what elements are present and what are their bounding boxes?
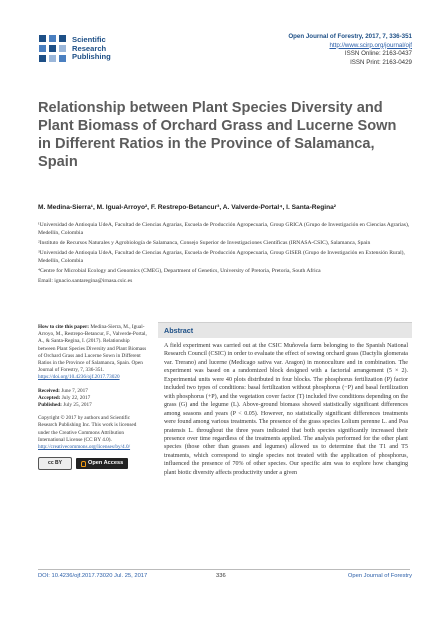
contact-email[interactable]: Email: ignacio.santaregina@irnasa.csic.es [38,277,133,284]
journal-info [212,33,412,67]
cc-by-badge-icon[interactable]: cc BY [38,457,72,470]
publisher-name-line: Research [72,43,107,53]
citation-text: Medina-Sierra, M., Igual-Arroyo, M., Restrepo-Betancur, F., Valverde-Portal, A., & Santa-Regina, I. (2017). Relationship between Plant Species Diversity and Plant Biomass of Orchard Grass and Lucerne Sown in Different Ratios in the Province of Salamanca, Spain. Open Journal of Forestry, 7, 336-351. [38,324,147,374]
journal-url-link[interactable]: http://www.scirp.org/journal/ojf [329,41,412,49]
affiliation-item: ¹Universidad de Antioquia UdeA, Facultad de Ciencias Agrarias, Escuela de Producción Agropecuaria, Group GRICA (Grupo de Investigación en Ciencias Agrarias), Medellín, Colombia [38,222,410,236]
publisher-name-line: Scientific [72,35,106,44]
accepted-date: July 22, 2017 [61,394,91,401]
open-access-badge [76,458,128,469]
citation-label: How to cite this paper: [38,324,90,330]
issn-online: ISSN Online: 2163-0437 [344,50,412,58]
license-link[interactable]: http://creativecommons.org/licenses/by/4.0/ [38,444,131,451]
footer-journal-name: Open Journal of Forestry [347,573,412,579]
publisher-logo [38,34,178,64]
affiliation-item: ³Universidad de Antioquia UdeA, Facultad de Ciencias Agrarias, Escuela de Producción Agropecuaria, Group GISER (Grupo de Investigación en Extensión Rural), Medellín, Colombia [38,249,405,264]
copyright-block [38,415,148,451]
publisher-name [72,36,111,62]
paper-title: Relationship between Plant Species Diversity and Plant Biomass of Orchard Grass and Lucerne Sown in Different Ratios in the Province of Salamanca, Spain [38,100,397,170]
copyright-text: Copyright © 2017 by authors and Scientific Research Publishing Inc. This work is licensed under the Creative Commons Attribution International License (CC BY 4.0). [38,415,137,443]
accepted-label: Accepted: [38,394,61,401]
page-number: 336 [216,573,226,579]
affiliation-item: ⁴Centre for Microbial Ecology and Genomics (CMEG), Department of Genetics, University of Pretoria, Pretoria, South Africa [38,267,321,274]
footer-doi[interactable]: DOI: 10.4236/ojf.2017.73020 Jul. 25, 2017 [38,573,148,579]
open-lock-icon [81,461,86,467]
article-sidebar [38,324,148,470]
affiliation-item: ²Instituto de Recursos Naturales y Agrobiología de Salamanca, Consejo Superior de Investigaciones Científicas (IRNASA-CSIC), Salamanca, Spain [38,239,371,246]
abstract-section [158,322,412,564]
citation-doi-link[interactable]: https://doi.org/10.4236/ojf.2017.73020 [38,374,120,381]
journal-citation: Open Journal of Forestry, 2017, 7, 336-351 [288,33,412,40]
received-label: Received: [38,387,60,394]
srp-logo-mark-icon [38,34,68,64]
published-date: July 25, 2017 [63,402,92,409]
publisher-name-line: Publishing [72,52,111,62]
received-date: June 7, 2017 [61,387,88,394]
dates-block [38,388,148,410]
author-list: M. Medina-Sierra¹, M. Igual-Arroyo², F. Restrepo-Betancur³, A. Valverde-Portal⁴, I. Santa-Regina² [38,204,336,211]
abstract-text: A field experiment was carried out at the CSIC Muñovela farm belonging to the Spanish National Research Council (CSIC) in order to evaluate the effect of sowing orchard grass (Dactylis glomerata var. Trerano) and lucerne (Medicago sativa var. Aragon) in monoculture and in combination. The experiment was based on a randomized block designed with a factorial arrangement (5 × 2). Experimental units were 40 plots distributed in four blocks. The phosphorus fertilization (P) factor included two types of conditions: basal fertilization without phosphorus (−P) and basal fertilization with phosphorus (+P), and the vegetation cover factor (T) included five conditions depending on the grass (G) and the legume (L). Above-ground biomass showed statistically significant differences among seasons and years (P < 0.05). However, no statistically significant differences treatments were found among various treatments. The presence of the grass species Lolium perenne L. and Poa pratensis L. throughout the three years indicated that both species significantly increased their presence over time regardless of the treatments applied. The analysis performed for the other plant species (those other than grasses and legumes) allowed us to determine that the T1 and T5 treatments, which correspond to single species not treated with the application of phosphorus, influenced the presence of 70% of other species. Our specific aim was to explore how changing plant biotic diversity affects productivity under a given [164,343,408,476]
open-access-label: Open Access [88,460,124,467]
issn-print: ISSN Print: 2163-0429 [350,58,412,66]
citation-block [38,324,148,382]
published-label: Published: [38,402,62,409]
affiliations [38,222,410,288]
footer-divider [38,569,410,570]
license-badges [38,457,148,470]
abstract-heading: Abstract [158,322,412,338]
